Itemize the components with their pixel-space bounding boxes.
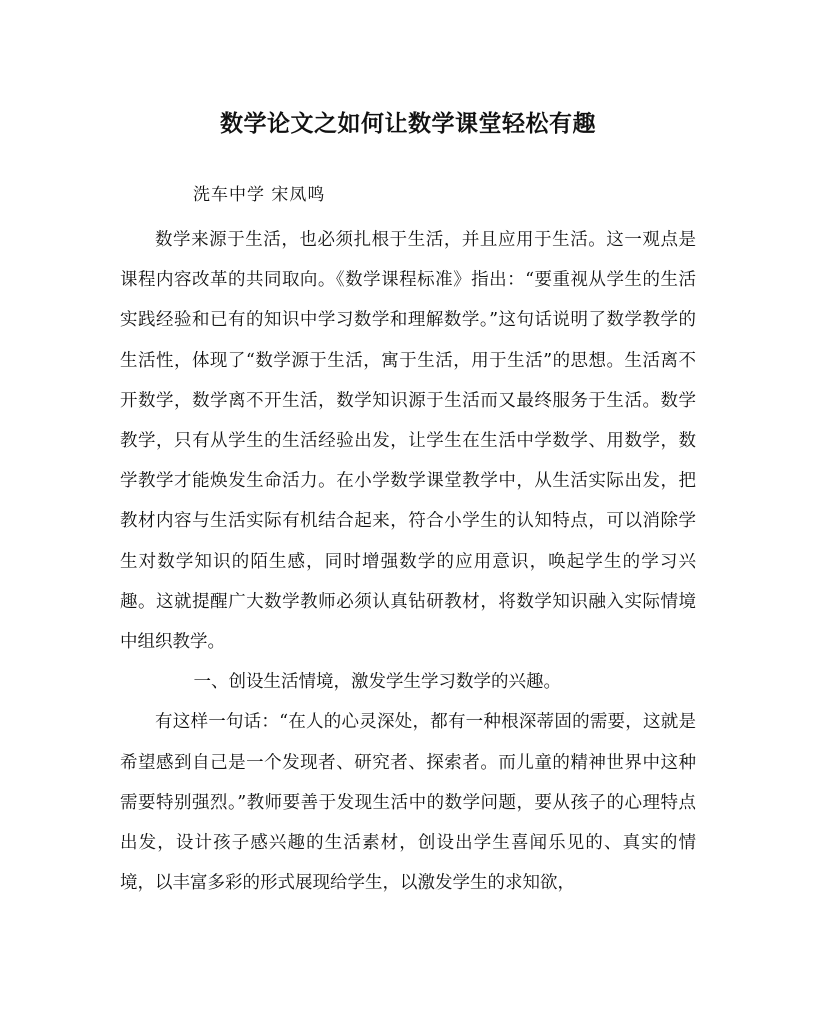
paragraph-intro: 数学来源于生活，也必须扎根于生活，并且应用于生活。这一观点是课程内容改革的共同取向。《数学课程标准》指出：“要重视从学生的生活实践经验和已有的知识中学习数学和理解数学。”这句话说明了数学教学的生活性，体现了“数学源于生活，寓于生活，用于生活”的思想。生活离不开数学，数学离不开生活，数学知识源于生活而又最终服务于生活。数学教学，只有从学生的生活经验出发，让学生在生活中学数学、用数学，数学教学才能焕发生命活力。在小学数学课堂教学中，从生活实际出发，把教材内容与生活实际有机结合起来，符合小学生的认知特点，可以消除学生对数学知识的陌生感，同时增强数学的应用意识，唤起学生的学习兴趣。这就提醒广大数学教师必须认真钻研教材，将数学知识融入实际情境中组织教学。	[120, 230, 696, 653]
paragraph-section-1: 有这样一句话：“在人的心灵深处，都有一种根深蒂固的需要，这就是希望感到自己是一个发现者、研究者、探索者。而儿童的精神世界中这种需要特别强烈。”教师要善于发现生活中的数学问题，要从孩子的心理特点出发，设计孩子感兴趣的生活素材，创设出学生喜闻乐见的、真实的情境，以丰富多彩的形式展现给学生，以激发学生的求知欲，	[120, 712, 696, 894]
document-title: 数学论文之如何让数学课堂轻松有趣	[220, 110, 596, 137]
section-heading: 一、创设生活情境，激发学生学习数学的兴趣。	[193, 672, 561, 693]
document-body	[120, 220, 696, 903]
author-byline: 洗车中学 宋凤鸣	[193, 185, 326, 205]
